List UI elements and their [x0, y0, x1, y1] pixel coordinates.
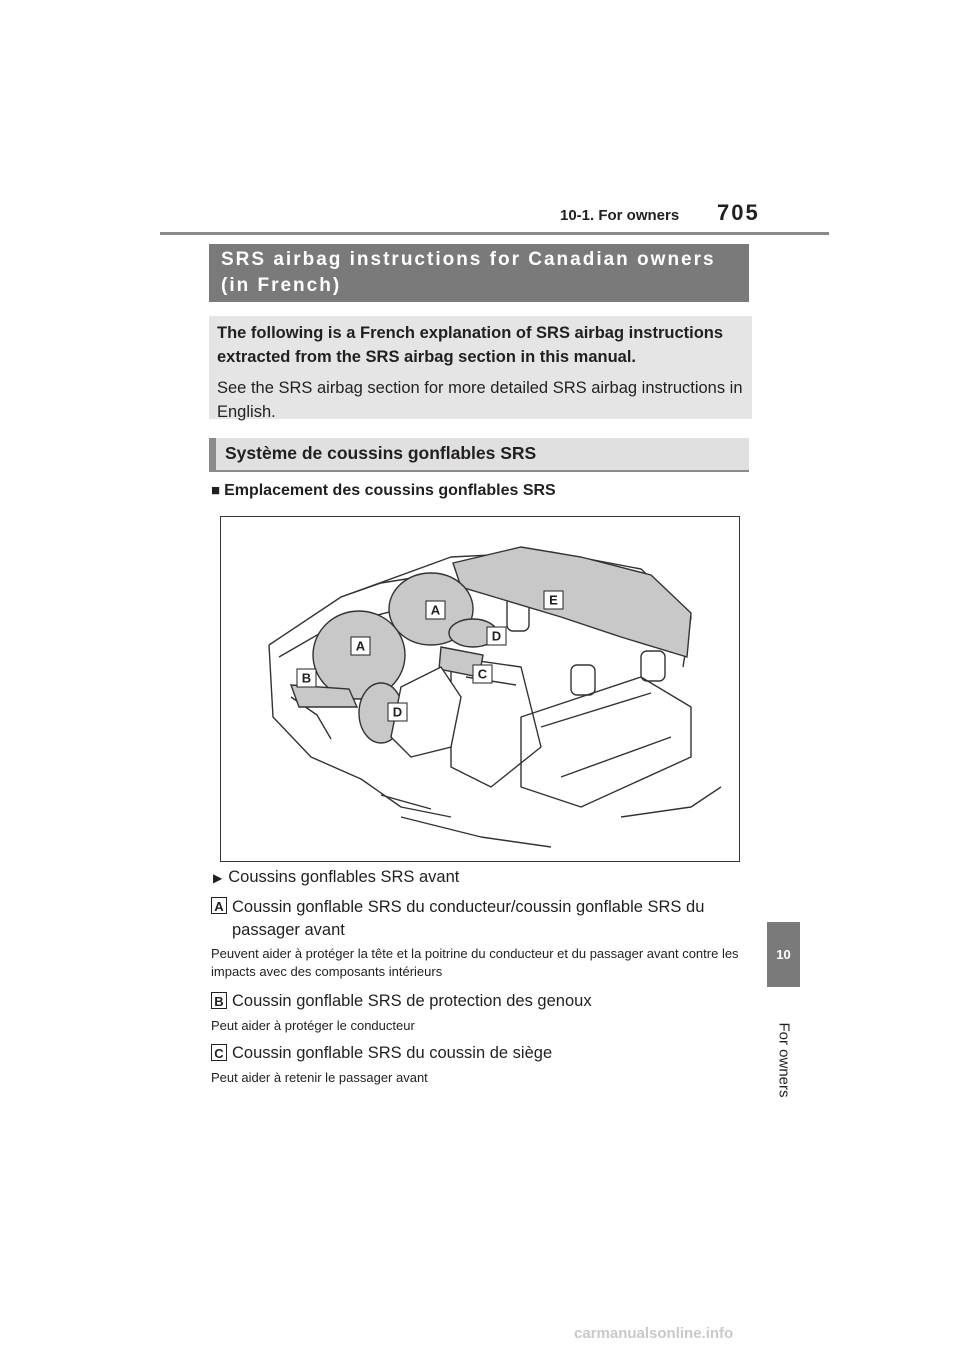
item-b-description: Peut aider à protéger le conducteur [211, 1018, 415, 1033]
page-number: 705 [717, 200, 760, 225]
item-c-label: Coussin gonflable SRS du coussin de siège [232, 1044, 553, 1062]
chapter-tab: 10 [767, 922, 800, 987]
svg-text:C: C [477, 666, 488, 682]
arrow-right-icon: ▶ [213, 871, 223, 885]
callout-d-upper [487, 627, 506, 645]
item-a-description: Peuvent aider à protéger la tête et la poitrine du conducteur et du passager avant contre les impacts avec des composants intérieurs [211, 946, 739, 979]
callout-b [297, 669, 316, 687]
svg-text:A: A [355, 638, 366, 654]
watermark: carmanualsonline.info [574, 1325, 734, 1342]
svg-text:D: D [392, 704, 403, 720]
callout-d-lower [388, 703, 407, 721]
svg-text:A: A [430, 602, 441, 618]
item-c-description: Peut aider à retenir le passager avant [211, 1070, 428, 1085]
callout-a-upper [426, 601, 445, 619]
callout-c [473, 665, 492, 683]
svg-text:D: D [491, 628, 502, 644]
callout-a-lower [351, 637, 370, 655]
location-heading [211, 482, 556, 500]
svg-text:E: E [549, 592, 558, 608]
front-airbags-label: Coussins gonflables SRS avant [228, 868, 460, 886]
car-interior-illustration [221, 517, 739, 861]
chapter-side-label-text: For owners [775, 1022, 792, 1098]
item-a-letter: A [211, 897, 227, 914]
square-bullet-icon: ■ [211, 482, 221, 499]
svg-text:B: B [301, 670, 312, 686]
front-airbags-group [213, 868, 459, 887]
callout-e [544, 591, 563, 609]
item-b-letter: B [211, 992, 227, 1009]
section-title: SRS airbag instructions for Canadian owners (in French) [209, 244, 749, 302]
item-c-letter: C [211, 1044, 227, 1061]
chapter-side-label [767, 1022, 800, 1098]
sub-heading-rule [209, 470, 749, 472]
sub-heading: Système de coussins gonflables SRS [209, 438, 749, 470]
section-header: 10-1. For owners [560, 207, 680, 224]
intro-normal-text: See the SRS airbag section for more detailed SRS airbag instructions in English. [217, 379, 743, 421]
item-b-label: Coussin gonflable SRS de protection des genoux [232, 992, 592, 1010]
knee-airbag [291, 685, 357, 707]
header-rule [160, 232, 829, 235]
airbag-location-figure [220, 516, 740, 862]
intro-bold-text: The following is a French explanation of SRS airbag instructions extracted from the SRS airbag section in this manual. [217, 324, 724, 366]
location-heading-text: Emplacement des coussins gonflables SRS [224, 482, 556, 499]
item-a-label: Coussin gonflable SRS du conducteur/coussin gonflable SRS du passager avant [232, 898, 705, 939]
intro-box [209, 316, 752, 419]
